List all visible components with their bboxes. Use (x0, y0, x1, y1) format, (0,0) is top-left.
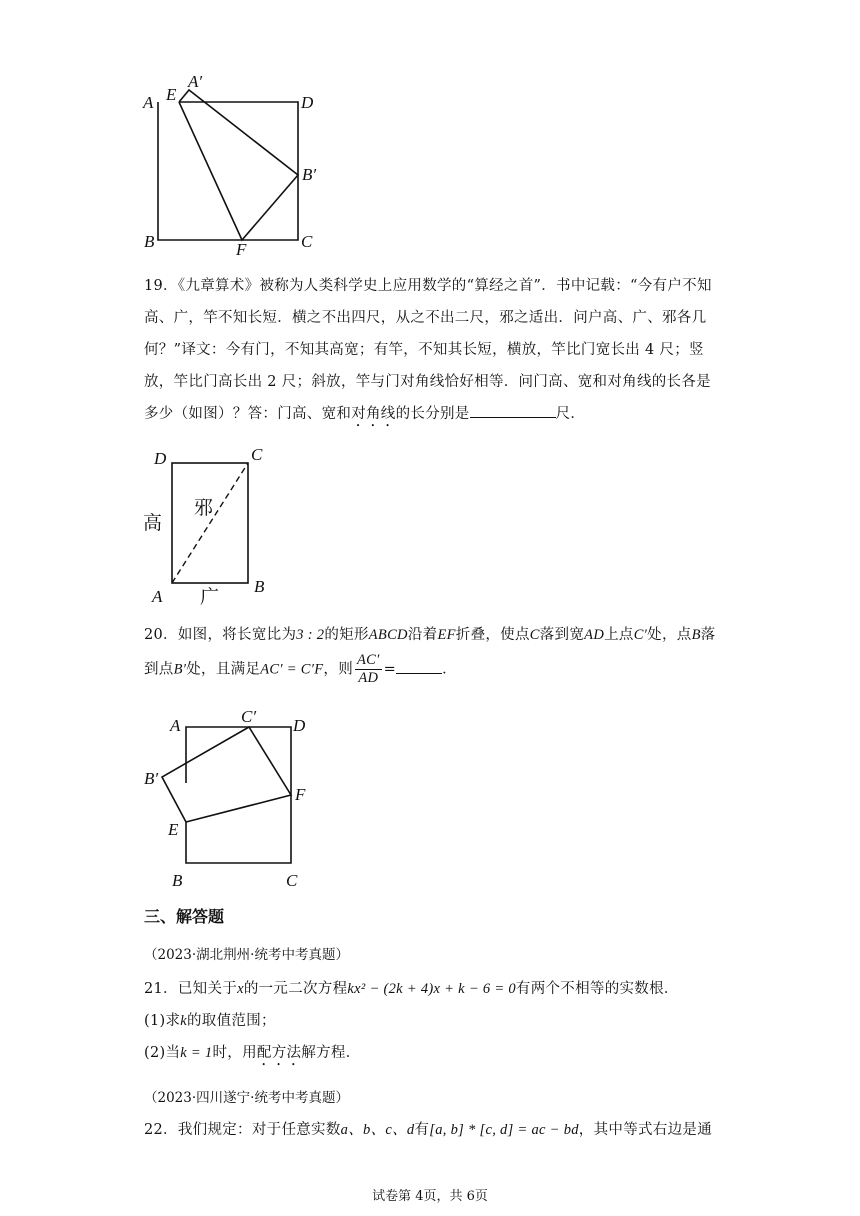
rectangle-abcd-outline (186, 727, 291, 863)
q20-text-f: 上点 (604, 627, 634, 643)
label-e: E (166, 85, 177, 104)
q20-text-c: 沿着 (407, 627, 438, 643)
label-a: A (170, 716, 181, 735)
folded-quadrilateral (179, 90, 298, 240)
q22-number: 22． (144, 1122, 178, 1138)
q22-text-b: 有 (414, 1122, 430, 1138)
q21-part1: (1)求 (144, 1013, 181, 1029)
answer-blank[interactable] (470, 403, 556, 418)
q21-part1-k: k (180, 1013, 187, 1029)
q19-dotted-text: 对角线 (351, 406, 396, 422)
q20-text-i: 处，且满足 (186, 661, 261, 678)
label-e: E (168, 820, 179, 839)
question-20 (144, 618, 720, 687)
label-c: C (251, 445, 263, 464)
q20-text-d: 折叠，使点 (455, 627, 530, 643)
q21-part1-end: 的取值范围； (187, 1013, 276, 1029)
q21-source: （2023·湖北荆州·统考中考真题） (144, 947, 349, 963)
q22-text-a: 我们规定：对于任意实数 (177, 1122, 341, 1138)
label-c: C (286, 871, 298, 890)
label-guang: 广 (200, 586, 220, 605)
q21-part2-dotted: 配方法 (256, 1045, 302, 1061)
q21-text-a: 已知关于 (177, 981, 238, 997)
figure-q19 (138, 440, 278, 605)
q21-part2: (2)当 (144, 1045, 181, 1061)
label-b-prime: B′ (302, 165, 317, 184)
q20-ad: AD (584, 627, 605, 643)
label-a: A (152, 587, 163, 605)
q20-ef: EF (437, 627, 456, 643)
diagonal-dashed (172, 463, 248, 583)
folded-quadrilateral (162, 727, 291, 822)
rectangle-abcd-outline (158, 102, 298, 240)
label-a: A (143, 93, 154, 112)
q20-text-g: 处，点 (647, 627, 692, 643)
q20-text-j: ，则 (323, 661, 353, 678)
q20-text-b: 的矩形 (324, 627, 369, 643)
label-xie: 邪 (194, 497, 214, 519)
label-b: B (172, 871, 183, 890)
label-d: D (301, 93, 314, 112)
q20-text-a: 如图，将长宽比为 (177, 627, 297, 643)
q21-part2-mid: 时，用 (212, 1045, 257, 1061)
q19-text: 《九章算术》被称为人类科学史上应用数学的“算经之首”．书中记载：“今有户不知高、广，竿不知长短．横之不出四尺，从之不出二尺，邪之适出．问户高、广、邪各几何？”译文：今有门，不知其高宽；有竿，不知其长短，横放，竿比门宽长出 4 尺；竖放，竿比门高长出 2 尺；斜放，竿与门对角线恰好相等．问门高、宽和对角线的长各是多少（如图）？答：门高、宽和 (144, 278, 712, 422)
q22-text-c: ，其中等式右边是通 (578, 1122, 712, 1138)
label-b: B (144, 232, 155, 251)
q21-part2-cond: k = 1 (180, 1045, 213, 1061)
answer-blank[interactable] (396, 659, 442, 674)
q20-bp: B′ (173, 661, 187, 678)
question-21 (144, 973, 720, 1069)
label-f: F (295, 785, 306, 804)
q21-part2-end: 解方程． (301, 1045, 361, 1061)
label-f: F (236, 240, 247, 257)
q20-number: 20． (144, 627, 178, 643)
q20-text-h: 落到点 (144, 627, 716, 678)
q21-number: 21． (144, 981, 178, 997)
q21-x: x (237, 981, 244, 997)
figure-q20 (140, 700, 330, 892)
question-19 (144, 270, 720, 430)
label-b: B (254, 577, 265, 596)
q20-cp: C′ (633, 627, 648, 643)
q20-c: C (529, 627, 540, 643)
q20-rect: ABCD (368, 627, 408, 643)
label-d: D (154, 449, 167, 468)
section-heading: 三、解答题 (144, 907, 225, 926)
label-gao: 高 (143, 512, 163, 534)
q20-condition: AC′ = C′F (260, 661, 324, 678)
q22-formula: [a, b] * [c, d] = ac − bd (429, 1122, 579, 1138)
label-d: D (293, 716, 306, 735)
q19-number: 19． (144, 278, 178, 294)
q20-text-e: 落到宽 (539, 627, 585, 643)
q21-text-b: 的一元二次方程 (243, 981, 348, 997)
q19-text-b: 的长分别是 (395, 406, 470, 422)
q20-b: B (691, 627, 701, 643)
q20-ratio: 3 : 2 (296, 627, 325, 643)
q22-source: （2023·四川遂宁·统考中考真题） (144, 1090, 349, 1106)
q19-text-end: 尺． (555, 406, 586, 422)
q20-equals: = (383, 661, 397, 678)
q22-vars: a、b、c、d (340, 1122, 415, 1138)
q21-equation: kx² − (2k + 4)x + k − 6 = 0 (347, 981, 516, 997)
label-a-prime: A′ (188, 72, 203, 91)
fraction-denominator: AD (358, 670, 379, 686)
figure-q18 (138, 72, 328, 257)
q21-text-c: 有两个不相等的实数根． (515, 981, 679, 997)
question-22 (144, 1114, 720, 1146)
label-b-prime: B′ (144, 769, 159, 788)
fraction-numerator: AC′ (357, 652, 380, 668)
label-c: C (301, 232, 313, 251)
page-footer: 试卷第 4页，共 6页 (372, 1189, 488, 1204)
label-c-prime: C′ (241, 707, 257, 726)
q20-fraction (355, 652, 382, 687)
q20-end: ． (442, 661, 457, 678)
